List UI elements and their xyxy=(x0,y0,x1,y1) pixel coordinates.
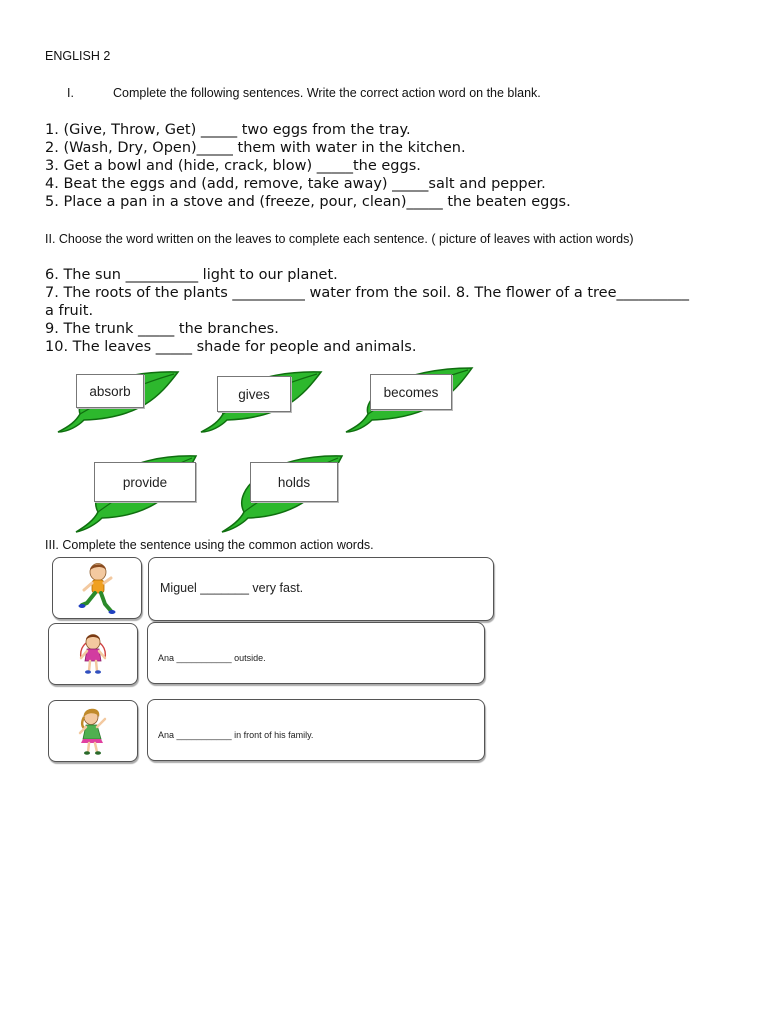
question-7-8: 7. The roots of the plants __________ water from the soil. 8. The flower of a tree__________ xyxy=(45,285,690,301)
sentence-1: Miguel _______ very fast. xyxy=(160,581,304,595)
question-8-continued: a fruit. xyxy=(45,303,94,319)
leaf-provide xyxy=(72,450,200,535)
section1-instruction: Complete the following sentences. Write the correct action word on the blank. xyxy=(113,86,541,100)
sentence-box-2 xyxy=(147,622,485,684)
sentence-box-3 xyxy=(147,699,485,761)
question-9: 9. The trunk _____ the branches. xyxy=(45,321,279,337)
picture-box-3 xyxy=(48,700,138,762)
subject-title: ENGLISH 2 xyxy=(45,49,111,63)
leaf-absorb xyxy=(50,366,182,436)
leaf-holds xyxy=(218,450,346,535)
section1-numeral: I. xyxy=(67,86,74,100)
question-3: 3. Get a bowl and (hide, crack, blow) _____the eggs. xyxy=(45,158,421,174)
picture-box-1 xyxy=(52,557,142,619)
picture-box-2 xyxy=(48,623,138,685)
question-4: 4. Beat the eggs and (add, remove, take away) _____salt and pepper. xyxy=(45,176,546,192)
question-1: 1. (Give, Throw, Get) _____ two eggs from the tray. xyxy=(45,122,411,138)
question-10: 10. The leaves _____ shade for people and animals. xyxy=(45,339,417,355)
question-2: 2. (Wash, Dry, Open)_____ them with water in the kitchen. xyxy=(45,140,466,156)
question-5: 5. Place a pan in a stove and (freeze, pour, clean)_____ the beaten eggs. xyxy=(45,194,571,210)
leaf-becomes xyxy=(338,366,476,436)
leaf-gives xyxy=(193,366,325,436)
section2-items xyxy=(45,266,689,356)
dancing-girl-icon xyxy=(76,705,110,757)
sentence-2: Ana ___________ outside. xyxy=(158,653,266,663)
section3-instruction: III. Complete the sentence using the common action words. xyxy=(45,538,374,552)
section1-items xyxy=(45,121,571,211)
question-6: 6. The sun __________ light to our planet. xyxy=(45,267,338,283)
leaf-word-absorb: absorb xyxy=(76,374,144,408)
sentence-3: Ana ___________ in front of his family. xyxy=(158,730,314,740)
jumping-rope-girl-icon xyxy=(75,629,111,679)
leaf-word-holds: holds xyxy=(250,462,338,502)
sentence-box-1 xyxy=(148,557,494,621)
leaf-word-becomes: becomes xyxy=(370,374,452,410)
section2-instruction: II. Choose the word written on the leaves to complete each sentence. ( picture of leaves with action words) xyxy=(45,232,634,246)
leaf-word-provide: provide xyxy=(94,462,196,502)
running-boy-icon xyxy=(77,561,117,615)
leaf-word-gives: gives xyxy=(217,376,291,412)
